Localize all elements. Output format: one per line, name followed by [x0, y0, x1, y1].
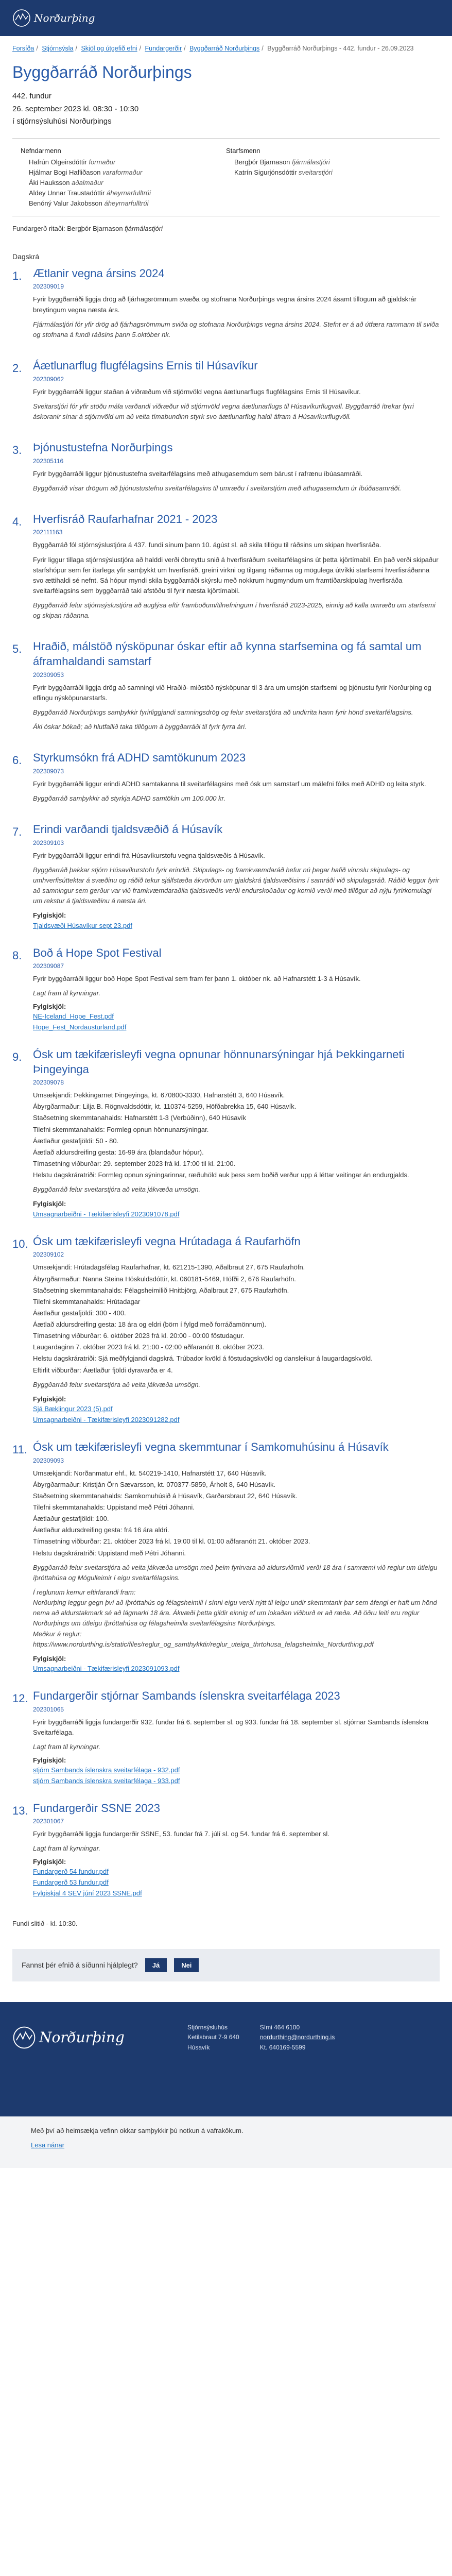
agenda-heading: Dagskrá: [12, 252, 40, 261]
item-text: Fyrir byggðarráði liggur erindi frá Húsavíkurstofu vegna tjaldsvæðis á Húsavík.: [33, 851, 265, 859]
minutes-writer: [0, 216, 452, 241]
attachment-link[interactable]: Fundargerð 53 fundur.pdf: [33, 1878, 109, 1887]
detail-line: Helstu dagskráratriði: Uppistand með Pétri Jóhanni.: [33, 1549, 186, 1557]
item-text: Fyrir byggðarráði liggja drög að samningi við Hraðið- miðstöð nýsköpunar til 3 ára um umsjón starfsemi og þjónustu fyrir Norðurþing og eflingu nýsköpunarstarfs.: [33, 683, 431, 702]
agenda-item-body: [33, 822, 440, 931]
attachment-link[interactable]: stjórn Sambands íslenskra sveitarfélaga - 932.pdf: [33, 1766, 180, 1774]
case-number: 202309078: [33, 1079, 64, 1087]
detail-line: Umsækjandi: Þekkingarnet Þingeyinga, kt. 670800-3330, Hafnarstétt 3, 640 Húsavík.: [33, 1091, 285, 1099]
feedback-yes-button[interactable]: Já: [145, 1958, 167, 1972]
attachments-label: Fylgiskjöl:: [33, 1756, 66, 1764]
detail-line: Ábyrgðarmaður: Kristján Örn Sævarsson, kt. 070377-5859, Árholt 8, 640 Húsavík.: [33, 1480, 276, 1488]
member-name: Áki Hauksson: [29, 178, 70, 187]
attachment-link[interactable]: Umsagnarbeiðni - Tækifærisleyfi 2023091093.pdf: [33, 1665, 180, 1673]
staff-heading: Starfsmenn: [226, 146, 260, 155]
agenda-item-number: 3.: [12, 444, 22, 457]
application-details: [33, 1262, 440, 1375]
item-text: Fyrir byggðarráði liggur boð Hope Spot Festival sem fram fer þann 1. október nk. að Hafnarstétt 1-3 á Húsavík.: [33, 975, 361, 983]
footer-emblem-icon: [12, 2026, 36, 2049]
detail-line: Tilefni skemmtanahalds: Uppistand með Pétri Jóhanni.: [33, 1503, 195, 1512]
agenda-item-body: [33, 440, 440, 498]
agenda-item-body: [33, 266, 440, 344]
agenda-item-body: [33, 359, 440, 426]
agenda-item-title: Áætlunarflug flugfélagsins Ernis til Húsavíkur: [33, 359, 258, 372]
detail-line: Tímasetning viðburðar: 29. september 2023 frá kl. 17:00 til kl. 21:00.: [33, 1160, 236, 1168]
agenda-item-title: Ósk um tækifærisleyfi vegna opnunar hönnunarsýningar hjá Þekkingarneti Þingeyinga: [33, 1048, 405, 1076]
detail-line: Tímasetning viðburðar: 21. október 2023 frá kl. 19:00 til kl. 01:00 aðfaranótt 21. október 2023.: [33, 1537, 310, 1546]
attachments-label: Fylgiskjöl:: [33, 911, 66, 920]
attachment-link[interactable]: Umsagnarbeiðni - Tækifærisleyfi 2023091078.pdf: [33, 1210, 180, 1218]
case-number: 202309053: [33, 671, 64, 679]
agenda-item-number: 1.: [12, 269, 22, 282]
footer-kennitala: Kt. 640169-5599: [259, 2043, 306, 2051]
footer-address-line: Ketilsbraut 7-9 640: [187, 2033, 239, 2041]
member-role: sveitarstjóri: [299, 168, 333, 176]
agenda-item-title: Boð á Hope Spot Festival: [33, 946, 162, 959]
footer-contact: [260, 2023, 335, 2053]
detail-line: Staðsetning skemmtanahalds: Félagsheimilið Hnitbjörg, Aðalbraut 27, 675 Raufarhöfn.: [33, 1286, 289, 1294]
logo-emblem-icon: [12, 9, 31, 27]
member-name: Hjálmar Bogi Hafliðason: [29, 168, 101, 176]
agenda-item-body: [33, 1234, 440, 1426]
meeting-number: 442. fundur: [12, 92, 51, 100]
detail-line: Tilefni skemmtanahalds: Formleg opnun hönnunarsýningar.: [33, 1125, 209, 1133]
staff-members: [226, 146, 431, 209]
feedback-question: Fannst þér efnið á síðunni hjálplegt?: [22, 1961, 138, 1970]
attachment-link[interactable]: Umsagnarbeiðni - Tækifærisleyfi 2023091282.pdf: [33, 1416, 180, 1424]
logo-text: Norðurþing: [34, 12, 95, 24]
minutes-writer-name: Fundargerð ritaði: Bergþór Bjarnason: [12, 225, 123, 233]
case-number: 202309019: [33, 283, 64, 291]
attendees: [12, 138, 440, 217]
agenda-item-body: [33, 1047, 440, 1220]
breadcrumb-fundargerdir[interactable]: Fundargerðir: [145, 45, 182, 52]
item-text: Fyrir byggðarráði liggja drög að fjárhagsrömmum svæða og stofnana Norðurþings vegna ársins 2024 ásamt tillögum að gjaldskrár breytingum vegna næsta árs.: [33, 295, 416, 314]
cookie-text: Með því að heimsækja vefinn okkar samþykkir þú notkun á vafrakökum.: [31, 2127, 244, 2135]
agenda-item-body: [33, 512, 440, 625]
agenda-item: [12, 822, 440, 931]
detail-line: Áætlaður gestafjöldi: 300 - 400.: [33, 1309, 126, 1317]
case-number: 202309093: [33, 1456, 64, 1464]
member-role: varaformaður: [102, 168, 143, 176]
feedback-box: [12, 1949, 440, 1981]
agenda-item: [12, 946, 440, 1033]
detail-line: Áætlað aldursdreifing gesta: 18 ára og eldri (börn í fylgd með forráðamönnum).: [33, 1320, 267, 1329]
member-name: Aldey Unnar Traustadóttir: [29, 189, 105, 197]
agenda-item-title: Erindi varðandi tjaldsvæðið á Húsavík: [33, 823, 223, 836]
committee-member: [29, 198, 226, 209]
committee-member: [29, 178, 226, 188]
detail-line: Áætlaður gestafjöldi: 50 - 80.: [33, 1137, 119, 1145]
agenda-item: [12, 751, 440, 808]
member-role: aðalmaður: [72, 178, 103, 187]
agenda-item-body: [33, 946, 440, 1033]
feedback-no-button[interactable]: Nei: [174, 1958, 199, 1972]
decision-text: Byggðarráð vísar drögum að þjónustustefnu sveitarfélagsins til umræðu í sveitarstjórn með athugasemdum úr íbúðasamráði.: [33, 484, 402, 492]
page-title: Byggðarráð Norðurþings: [12, 63, 192, 81]
attachments-label: Fylgiskjöl:: [33, 1857, 66, 1866]
breadcrumb-stjornsysla[interactable]: Stjórnsýsla: [42, 45, 74, 52]
case-number: 202301067: [33, 1818, 64, 1825]
agenda-item-number: 5.: [12, 642, 22, 656]
footer-address-line: Stjórnsýsluhús: [187, 2024, 228, 2031]
meeting-datetime: 26. september 2023 kl. 08:30 - 10:30: [12, 104, 139, 113]
breadcrumb: Forsíða / Stjórnsýsla / Skjöl og útgefið efni / Fundargerðir / Byggðarráð Norðurþings / Byggðarráð Norðurþings - 442. fundur - 26.09.2023: [12, 45, 414, 52]
minutes-writer-role: fjármálastjóri: [125, 225, 163, 233]
agenda-item-title: Þjónustustefna Norðurþings: [33, 441, 173, 454]
agenda-item-body: [33, 1440, 440, 1674]
attachment-link[interactable]: NE-Iceland_Hope_Fest.pdf: [33, 1012, 114, 1021]
agenda-item-number: 7.: [12, 825, 22, 839]
agenda-item: [12, 266, 440, 344]
attachments-label: Fylgiskjöl:: [33, 1654, 66, 1663]
site-footer: [0, 2002, 452, 2168]
decision-text: Sveitarstjóri fór yfir stöðu mála varðandi viðræður við stjórnvöld vegna áætlunarflugs til Húsavíkurflugvall. Byggðarráð ítrekar fyrri áskoranir sínar á stjórnvöld um að veita tímabundinn styrk svo áætlunarflug haldi áfram á Húsavíkurflugvöll.: [33, 402, 414, 420]
detail-line: Áætlaður gestafjöldi: 100.: [33, 1515, 109, 1523]
decision-text: Byggðarráð felur sveitarstjóra að veita jákvæða umsögn með þeim fyrirvara að aldursviðmið verði 18 ára í samræmi við reglur um útleigu íþróttahúsa og Mógulleimir í eigu sveitarfélagsins.: [33, 1563, 438, 1582]
decision-text: Byggðarráð þakkar stjórn Húsavíkurstofu fyrir erindið. Skipulags- og framkvæmdaráð hefur nú þegar hafið vinnslu skipulags- og umhverfisúttektar á svæðinu og ráðið tekur sjálfstæða ákvörðun um gjaldskrá tjaldsvæðisins í samráði við skipulagsráð. Ráðið leggur fyrir að samningur sem gerður var við framkvæmdaraðila tjaldsvæðis verði endurskoðaður og komið verði með tillögur að nýju fyrirkomulagi um rekstur á tjaldsvæðinu á næsta ári.: [33, 866, 440, 905]
case-number: 202309062: [33, 375, 64, 383]
detail-line: Helstu dagskráratriði: Sjá meðfylgjandi dagskrá. Trúbador kvöld á föstudagskvöld og dansleikur á laugardagskvöld.: [33, 1354, 373, 1363]
agenda-item: [12, 512, 440, 625]
detail-line: Staðsetning skemmtanahalds: Samkomuhúsið á Húsavík, Garðarsbraut 22, 640 Húsavík.: [33, 1492, 298, 1500]
kynning-label: Lagt fram til kynningar.: [33, 1743, 101, 1751]
case-number: 202301065: [33, 1705, 64, 1713]
attachment-link[interactable]: stjórn Sambands íslenskra sveitarfélaga - 933.pdf: [33, 1776, 180, 1785]
site-header: [0, 0, 452, 36]
kynning-label: Lagt fram til kynningar.: [33, 989, 101, 997]
agenda-item-title: Ætlanir vegna ársins 2024: [33, 266, 165, 280]
attachment-link[interactable]: Hope_Fest_Nordausturland.pdf: [33, 1023, 127, 1031]
meeting-end: Fundi slitið - kl. 10:30.: [12, 1919, 78, 1927]
member-role: fjármálastjóri: [292, 158, 330, 166]
decision-text: Byggðarráð Norðurþings samþykkir fyrirliggjandi samningsdrög og felur sveitarstjóra að undirrita hann fyrir hönd sveitarfélagsins.: [33, 708, 413, 716]
breadcrumb-byggdarrad[interactable]: Byggðarráð Norðurþings: [189, 45, 260, 52]
agenda-item-title: Hraðið, málstöð nýsköpunar óskar eftir að kynna starfsemina og fá samtal um áframhaldandi samstarf: [33, 640, 422, 668]
agenda-item-title: Ósk um tækifærisleyfi vegna skemmtunar í Samkomuhúsinu á Húsavík: [33, 1440, 389, 1453]
agenda-item-number: 9.: [12, 1050, 22, 1064]
agenda-item-body: [33, 751, 440, 808]
agenda-item-title: Hverfisráð Raufarhafnar 2021 - 2023: [33, 512, 218, 526]
agenda-item-body: [33, 639, 440, 736]
agenda-item: [12, 1440, 440, 1674]
agenda-list: [0, 266, 452, 1899]
breadcrumb-skjol[interactable]: Skjöl og útgefið efni: [81, 45, 137, 52]
case-number: 202309102: [33, 1251, 64, 1259]
committee-member: [29, 188, 226, 198]
site-logo[interactable]: [12, 9, 95, 27]
item-text: Fyrir byggðarráði liggur staðan á viðræðum við stjórnvöld vegna áætlunarflugs flugfélagsins Ernis til Húsavíkur.: [33, 387, 361, 396]
committee-heading: Nefndarmenn: [21, 146, 61, 155]
meeting-meta: [0, 91, 452, 128]
decision-text: Áki óskar bókað; að hlutfallið taka tillögum á byggðarráði til fyrir fyrra ári.: [33, 723, 247, 731]
case-number: 202111163: [33, 529, 63, 536]
member-role: áheyrnarfulltrúi: [104, 199, 149, 208]
application-details: [33, 1468, 440, 1558]
agenda-item-title: Fundargerðir stjórnar Sambands íslenskra sveitarfélaga 2023: [33, 1689, 340, 1703]
application-details: [33, 1090, 440, 1180]
detail-line: Eftirlit viðburðar: Áætlaður fjöldi dyravarða er 4.: [33, 1366, 173, 1374]
case-number: 202309087: [33, 962, 64, 970]
decision-text: Byggðarráð samþykkir að styrkja ADHD samtökin um 100.000 kr.: [33, 794, 226, 802]
kynning-label: Lagt fram til kynningar.: [33, 1844, 101, 1853]
detail-line: Tilefni skemmtanahalds: Hrútadagar: [33, 1297, 141, 1306]
detail-line: Ábyrgðarmaður: Nanna Steina Höskuldsdóttir, kt. 060181-5469, Höfði 2, 676 Raufarhöfn.: [33, 1275, 296, 1283]
footer-email-link[interactable]: nordurthing@nordurthing.is: [259, 2033, 335, 2041]
agenda-item-title: Ósk um tækifærisleyfi vegna Hrútadaga á Raufarhöfn: [33, 1234, 301, 1248]
item-text: Fyrir liggur tillaga stjórnsýslustjóra að halddi verði óbreyttu snið á hverfisráðum sveitarfélagsins út þetta kjörtímabil. En það verði skipaður starfshópur sem fer ítarlega yfir samþykkt um hverfisráð, greini virkni og tilgang ráðanna og mögulega útvíkki starfsemi hverfisráðanna svo ættihaldi sé nefnt. Sá hópur myndi skila byggðarráði skýrslu með nokkrum hugmyndum um framtíðarskipulag hverfisráða sveitarfélagsins sem byggðarráð taki afstöðu til fyrir næsta kjörtímabil.: [33, 555, 439, 595]
detail-line: Umsækjandi: Norðanmatur ehf., kt. 540219-1410, Hafnarstétt 17, 640 Húsavík.: [33, 1469, 267, 1477]
case-number: 202305116: [33, 457, 64, 465]
agenda-item-number: 4.: [12, 515, 22, 528]
attachment-link[interactable]: Fylgiskjal 4 SEV júní 2023 SSNE.pdf: [33, 1889, 142, 1897]
footer-logo[interactable]: [12, 2023, 167, 2053]
attachment-link[interactable]: Fundargerð 54 fundur.pdf: [33, 1868, 109, 1876]
agenda-item: [12, 1689, 440, 1786]
agenda-item: [12, 639, 440, 736]
item-text: Fyrir byggðarráði liggja fundargerðir 932. fundar frá 6. september sl. og 933. fundar frá 18. september sl. stjórnar Sambands íslenskra Sveitarfélaga.: [33, 1718, 429, 1736]
attachments-label: Fylgiskjöl:: [33, 1395, 66, 1403]
committee-members: [21, 146, 226, 209]
decision-text: Byggðarráð felur stjórnsýslustjóra að auglýsa eftir framboðum/tilnefningum í hverfisráð 2023-2025, einnig að kalla umræðu um starfsemi og skipan ráðanna.: [33, 601, 436, 620]
agenda-item-title: Fundargerðir SSNE 2023: [33, 1801, 161, 1815]
agenda-item-number: 2.: [12, 362, 22, 375]
item-text: Byggðarráð fól stjórnsýslustjóra á 437. fundi sínum þann 10. ágúst sl. að skila tillögu til ráðsins um skipan hverfisráða.: [33, 541, 381, 549]
member-name: Katrín Sigurjónsdóttir: [234, 168, 297, 176]
footer-logo-text: Norðurþing: [39, 2029, 125, 2046]
agenda-item-number: 6.: [12, 754, 22, 767]
attachment-link[interactable]: Tjaldsvæði Húsavíkur sept 23.pdf: [33, 921, 132, 929]
agenda-item: [12, 1047, 440, 1220]
detail-line: Laugardaginn 7. október 2023 frá kl. 21:00 - 02:00 aðfaranótt 8. október 2023.: [33, 1343, 264, 1351]
detail-line: Umsækjandi: Hrútadagsfélag Raufarhafnar, kt. 621215-1390, Aðalbraut 27, 675 Raufarhöfn.: [33, 1263, 305, 1272]
member-name: Benóný Valur Jakobsson: [29, 199, 102, 208]
cookie-read-more-link[interactable]: Lesa nánar: [31, 2141, 65, 2149]
agenda-item-number: 11.: [12, 1443, 27, 1456]
member-name: Bergþór Bjarnason: [234, 158, 290, 166]
footer-address: [187, 2023, 239, 2053]
detail-line: Áætlað aldursdreifing gesta: 16-99 ára (blandaður hópur).: [33, 1148, 204, 1156]
decision-text: Byggðarráð felur sveitarstjóra að veita jákvæða umsögn.: [33, 1380, 201, 1388]
decision-text: Í reglunum kemur eftirfarandi fram: Norðurþing leggur gegn því að íþróttahús og félagsheimili í sínni eigu verði nýtt til leigu undir skemmtanir þar sem áfengi er haft um hönd nema að aldurstakmark sé að lágmarki 18 ára. Ákvæði þetta gildir einnig ef um lokaðan viðburð er að ræða. Að öðru leiti eru reglur Norðurþings um útleigu íþróttahúsa og félagsheimila sveitarfélagsins Norðurþings. Meðkur á reglur: https://www.nordurthing.is/static/files/reglur_og_samthykktir/reglur_uteiga_thrtohusa_felagsheimila_Nordurthing.pdf: [33, 1588, 437, 1648]
member-role: áheyrnarfulltrúi: [107, 189, 151, 197]
committee-member: [29, 157, 226, 167]
decision-text: Fjármálastjóri fór yfir drög að fjárhagsrömmum sviða og stofnana Norðurþings vegna ársins 2024. Stefnt er á að útfæra rammann til sviða og stofnana á fundi ráðsins þann 5.október nk.: [33, 320, 439, 338]
breadcrumb-current: Byggðarráð Norðurþings - 442. fundur - 26.09.2023: [267, 45, 414, 52]
attachments-label: Fylgiskjöl:: [33, 1200, 66, 1208]
case-number: 202309103: [33, 839, 64, 846]
agenda-item-number: 8.: [12, 948, 22, 962]
agenda-item-number: 13.: [12, 1804, 28, 1817]
decision-text: Byggðarráð felur sveitarstjóra að veita jákvæða umsögn.: [33, 1185, 201, 1194]
detail-line: Áætlaður aldursdreifing gesta: frá 16 ára aldri.: [33, 1526, 169, 1534]
agenda-item: [12, 359, 440, 426]
item-text: Fyrir byggðarráði liggur þjónustustefna sveitarfélagsins með athugasemdum sem bárust í rafrænu íbúasamráði.: [33, 469, 363, 478]
member-name: Hafrún Olgeirsdóttir: [29, 158, 87, 166]
agenda-item-body: [33, 1801, 440, 1899]
staff-member: [234, 157, 431, 167]
item-text: Fyrir byggðarráði liggja fundargerðir SSNE, 53. fundar frá 7. júlí sl. og 54. fundar frá 6. september sl.: [33, 1830, 329, 1838]
member-role: formaður: [89, 158, 116, 166]
agenda-item: [12, 1801, 440, 1899]
committee-member: [29, 167, 226, 178]
meeting-location: í stjórnsýsluhúsi Norðurþings: [12, 117, 112, 126]
attachments-label: Fylgiskjöl:: [33, 1002, 66, 1010]
footer-phone: Sími 464 6100: [259, 2024, 300, 2031]
detail-line: Ábyrgðarmaður: Lilja B. Rögnvaldsdóttir, kt. 110374-5259, Höfðabrekka 15, 640 Húsavík.: [33, 1103, 297, 1111]
breadcrumb-home[interactable]: Forsíða: [12, 45, 34, 52]
agenda-item-number: 12.: [12, 1692, 28, 1705]
staff-member: [234, 167, 431, 178]
agenda-item: [12, 440, 440, 498]
cookie-banner: [0, 2116, 452, 2168]
agenda-item-number: 10.: [12, 1237, 28, 1250]
agenda-item: [12, 1234, 440, 1426]
agenda-item-title: Styrkumsókn frá ADHD samtökunum 2023: [33, 751, 246, 765]
detail-line: Tímasetning viðburðar: 6. október 2023 frá kl. 20:00 - 00:00 föstudagur.: [33, 1332, 245, 1340]
detail-line: Staðsetning skemmtanahalds: Hafnarstétt 1-3 (Verbúðinn), 640 Húsavík: [33, 1114, 247, 1122]
attachment-link[interactable]: Sjá Bæklingur 2023 (5).pdf: [33, 1405, 113, 1413]
footer-address-line: Húsavík: [187, 2043, 210, 2051]
case-number: 202309073: [33, 767, 64, 775]
detail-line: Helstu dagskráratriði: Formleg opnun sýningarinnar, ræðuhöld auk þess sem boðið verður upp á léttar veitingar án endurgjalds.: [33, 1171, 409, 1179]
agenda-item-body: [33, 1689, 440, 1786]
item-text: Fyrir byggðarráði liggur erindi ADHD samtakanna til sveitarfélagsins með ósk um samstarf um málefni fólks með ADHD og leita styrk.: [33, 779, 426, 788]
